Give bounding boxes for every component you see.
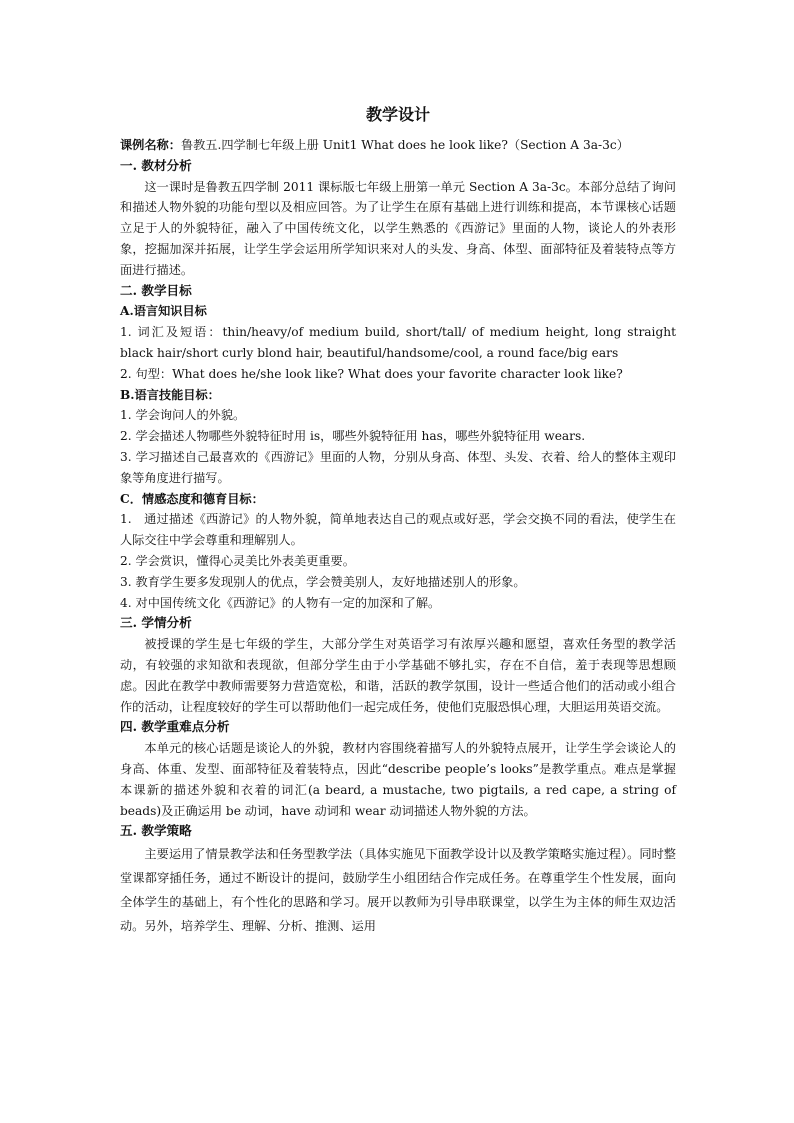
- skill-item-2: 2. 学会描述人物哪些外貌特征时用 is，哪些外貌特征用 has，哪些外貌特征用 wears.: [120, 429, 586, 444]
- section-2-heading: 二. 教学目标: [120, 282, 192, 298]
- emotion-item-1: 1. 通过描述《西游记》的人物外貌，简单地表达自己的观点或好恶，学会交换不同的看法，使学生在人际交往中学会尊重和理解别人。: [120, 512, 676, 548]
- language-knowledge-heading: A.语言知识目标: [120, 304, 207, 319]
- vocabulary-item: 1. 词汇及短语：thin/heavy/of medium build, short/tall/ of medium height, long straight black hair/short curly blond hair, beautiful/handsome/cool, a round face/big ears: [120, 325, 676, 360]
- section-4-heading: 四. 教学重难点分析: [120, 719, 230, 735]
- emotion-item-2: 2. 学会赏识，懂得心灵美比外表美更重要。: [120, 553, 355, 568]
- sentence-pattern-item: 2. 句型：What does he/she look like? What does your favorite character look like?: [120, 366, 623, 381]
- course-name-label: 课例名称：: [120, 138, 181, 152]
- section-3-paragraph: 被授课的学生是七年级的学生，大部分学生对英语学习有浓厚兴趣和愿望，喜欢任务型的教学活动，有较强的求知欲和表现欲，但部分学生由于小学基础不够扎实，存在不自信，羞于表现等思想顾虑。因此在教学中教师需要努力营造宽松，和谐，活跃的教学氛围，设计一些适合他们的活动或小组合作的活动，让程度较好的学生可以帮助他们一起完成任务，使他们克服恐惧心理，大胆运用英语交流。: [120, 637, 676, 714]
- document-title: 教学设计: [365, 105, 430, 124]
- skill-item-3: 3. 学习描述自己最喜欢的《西游记》里面的人物，分别从身高、体型、头发、衣着、给人的整体主观印象等角度进行描写。: [120, 449, 676, 485]
- section-1-paragraph: 这一课时是鲁教五四学制 2011 课标版七年级上册第一单元 Section A 3a-3c。本部分总结了询问和描述人物外貌的功能句型以及相应回答。为了让学生在原有基础上进行训练和提高，本节课核心话题立足于人的外貌特征，融入了中国传统文化，以学生熟悉的《西游记》里面的人物，谈论人的外表形象，挖掘加深并拓展，让学生学会运用所学知识来对人的头发、身高、体型、面部特征及着装特点等方面进行描述。: [120, 179, 676, 277]
- course-name-line: [120, 135, 676, 156]
- document-page: [120, 104, 676, 938]
- skill-item-1: 1. 学会询问人的外貌。: [120, 408, 246, 423]
- course-name-value: 鲁教五.四学制七年级上册 Unit1 What does he look like?（Section A 3a-3c）: [180, 138, 629, 152]
- language-skills-heading: B.语言技能目标：: [120, 387, 220, 402]
- section-4-paragraph: 本单元的核心话题是谈论人的外貌，教材内容围绕着描写人的外貌特点展开，让学生学会谈论人的身高、体重、发型、面部特征及着装特点，因此“describe people’s looks”是教学重点。难点是掌握本课新的描述外貌和衣着的词汇(a beard, a mustache, two pigtails, a red cape, a string of beads)及正确运用 be 动词，have 动词和 wear 动词描述人物外貌的方法。: [120, 741, 676, 818]
- section-5-heading: 五. 教学策略: [120, 823, 192, 839]
- emotion-item-3: 3. 教育学生要多发现别人的优点，学会赞美别人，友好地描述别人的形象。: [120, 574, 526, 589]
- section-1-heading: 一. 教材分析: [120, 157, 192, 173]
- emotion-goals-heading: C．情感态度和德育目标：: [120, 491, 264, 506]
- emotion-item-4: 4. 对中国传统文化《西游记》的人物有一定的加深和了解。: [120, 595, 441, 610]
- section-3-heading: 三. 学情分析: [120, 615, 192, 631]
- section-5-paragraph: 主要运用了情景教学法和任务型教学法（具体实施见下面教学设计以及教学策略实施过程）。同时整堂课都穿插任务，通过不断设计的提问，鼓励学生小组团结合作完成任务。在尊重学生个性发展，面向全体学生的基础上，有个性化的思路和学习。展开以教师为引导串联课堂，以学生为主体的师生双边活动。另外，培养学生、理解、分析、推测、运用: [120, 847, 676, 934]
